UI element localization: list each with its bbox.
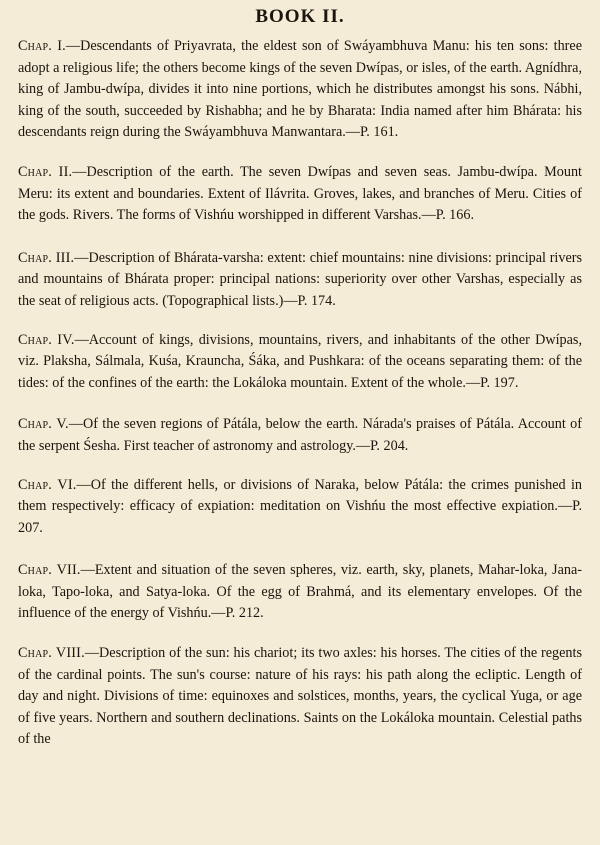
chapter-label: Chap. [18,163,53,180]
chapter-label: Chap. [18,416,53,433]
chapter-text: Description of the sun: his chariot; its two axles: his horses. The cities of the regents of the cardinal points. The sun's course: nature of his rays: his path along the ecliptic. Length of day and night. Divisions of time: equinoxes and solstices, months, years, the cyclical Yuga, or age of five years. Northern and southern declinations. Saints on the Lokáloka mountain. Celestial paths of the [18,645,582,748]
chapter-label: Chap. [18,562,53,579]
chapter-entry: Chap. I.—Descendants of Priyavrata, the eldest son of Swáyambhuva Manu: his ten sons: three adopt a religious life; the others become kings of the seven Dwípas, or isles, of the earth. Agnídhra, king of Jambu-dwípa, divides it into nine portions, which he distributes amongst his sons. Nábhi, king of the south, succeeded by Rishabha; and he by Bharata: India named after him Bhárata: his descendants reign during the Swáyambhuva Manwantara.—P. 161. [18,38,582,141]
chapter-number: III. [55,249,75,266]
chapter-entry: Chap. VIII.—Description of the sun: his chariot; its two axles: his horses. The cities of the regents of the cardinal points. The sun's course: nature of his rays: his path along the ecliptic. Length of day and night. Divisions of time: equinoxes and solstices, months, years, the cyclical Yuga, or age of five years. Northern and southern declinations. Saints on the Lokáloka mountain. Celestial paths of the [18,645,582,748]
chapter-number: V. [56,416,69,433]
chapter-label: Chap. [18,38,53,54]
chapter-text: Extent and situation of the seven spheres, viz. earth, sky, planets, Mahar-loka, Jana-loka, Tapo-loka, and Satya-loka. Of the egg of Brahmá, and its elementary envelopes. Of the influence of the energy of Vishńu.—P. 212. [18,562,582,622]
chapter-label: Chap. [18,249,53,266]
chapter-entry: Chap. V.—Of the seven regions of Pátála, below the earth. Nárada's praises of Pátála. Account of the serpent Śesha. First teacher of astronomy and astrology.—P. 204. [18,416,582,454]
chapter-text: Of the different hells, or divisions of Naraka, below Pátála: the crimes punished in them respectively: efficacy of expiation: meditation on Vishńu the most effective expiation.—P. 207. [18,476,582,536]
chapter-entry: Chap. IV.—Account of kings, divisions, mountains, rivers, and inhabitants of the other Dwípas, viz. Plaksha, Sálmala, Kuśa, Krauncha, Śáka, and Pushkara: of the oceans separating them: of the tides: of the confines of the earth: the Lokáloka mountain. Extent of the whole.—P. 197. [18,331,582,391]
chapter-text: Description of Bhárata-varsha: extent: chief mountains: nine divisions: principal rivers and mountains of Bhárata proper: principal nations: superiority over other Varshas, especially as the seat of religious acts. (Topographical lists.)—P. 174. [18,249,582,309]
chapter-entry: Chap. VI.—Of the different hells, or divisions of Naraka, below Pátála: the crimes punished in them respectively: efficacy of expiation: meditation on Vishńu the most effective expiation.—P. 207. [18,476,582,536]
chapter-number: II. [58,163,73,180]
chapter-number: VII. [56,562,81,579]
chapter-text: Description of the earth. The seven Dwípas and seven seas. Jambu-dwípa. Mount Meru: its extent and boundaries. Extent of Ilávrita. Groves, lakes, and branches of Meru. Cities of the gods. Rivers. The forms of Vishńu worshipped in different Varshas.—P. 166. [18,163,582,224]
chapter-number: IV. [57,331,75,348]
chapter-text: Account of kings, divisions, mountains, rivers, and inhabitants of the other Dwípas, viz. Plaksha, Sálmala, Kuśa, Krauncha, Śáka, and Pushkara: of the oceans separating them: of the tides: of the confines of the earth: the Lokáloka mountain. Extent of the whole.—P. 197. [18,331,582,391]
chapter-number: I. [57,38,66,54]
chapter-number: VI. [57,476,77,493]
chapter-entry: Chap. II.—Description of the earth. The seven Dwípas and seven seas. Jambu-dwípa. Mount Meru: its extent and boundaries. Extent of Ilávrita. Groves, lakes, and branches of Meru. Cities of the gods. Rivers. The forms of Vishńu worshipped in different Varshas.—P. 166. [18,163,582,224]
chapter-text: Of the seven regions of Pátála, below the earth. Nárada's praises of Pátála. Account of the serpent Śesha. First teacher of astronomy and astrology.—P. 204. [18,416,582,454]
chapter-label: Chap. [18,331,53,348]
book-title: BOOK II. [255,6,345,27]
chapter-number: VIII. [55,645,85,662]
chapter-text: Descendants of Priyavrata, the eldest son of Swáyambhuva Manu: his ten sons: three adopt a religious life; the others become kings of the seven Dwípas, or isles, of the earth. Agnídhra, king of Jambu-dwípa, divides it into nine portions, which he distributes amongst his sons. Nábhi, king of the south, succeeded by Rishabha; and he by Bharata: India named after him Bhárata: his descendants reign during the Swáyambhuva Manwantara.—P. 161. [18,38,582,141]
chapter-label: Chap. [18,645,53,662]
chapter-label: Chap. [18,476,53,493]
chapter-entry: Chap. VII.—Extent and situation of the seven spheres, viz. earth, sky, planets, Mahar-loka, Jana-loka, Tapo-loka, and Satya-loka. Of the egg of Brahmá, and its elementary envelopes. Of the influence of the energy of Vishńu.—P. 212. [18,562,582,622]
chapter-entry: Chap. III.—Description of Bhárata-varsha: extent: chief mountains: nine divisions: principal rivers and mountains of Bhárata proper: principal nations: superiority over other Varshas, especially as the seat of religious acts. (Topographical lists.)—P. 174. [18,249,582,309]
